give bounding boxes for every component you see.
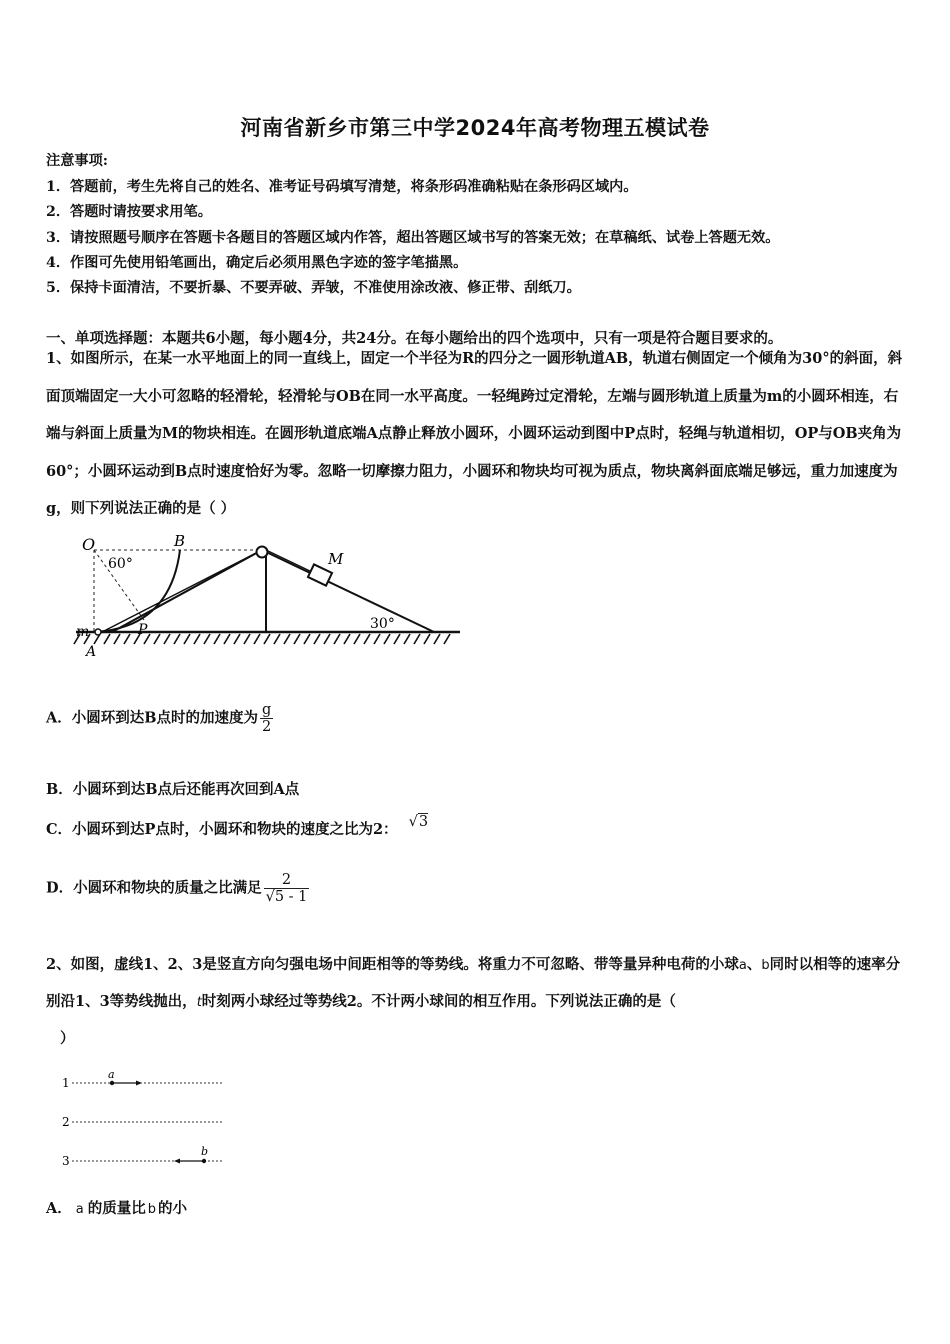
label-B: B [174,532,186,550]
sqrt-3: √3 [408,814,429,830]
label-M: M [328,550,344,568]
page-title: 河南省新乡市第三中学2024年高考物理五模试卷 [240,116,710,140]
ball-a-label: a [108,1068,115,1081]
label-30: 30° [370,616,395,632]
question-1-text: 1、如图所示，在某一水平地面上的同一直线上，固定一个半径为R的四分之一圆形轨道AB，轨道右侧固定一个倾角为30°的斜面，斜面顶端固定一大小可忽略的轻滑轮，轻滑轮与OB在同一水平高度。一轻绳跨过定滑轮，左端与圆形轨道上质量为m的小圆环相连，右端与斜面上质量为M的物块相连。在圆形轨道底端A点静止释放小圆环，小圆环运动到图中P点时，轻绳与轨道相切，OP与OB夹角为60°；小圆环运动到B点时速度恰好为零。忽略一切摩擦力阻力，小圆环和物块均可视为质点，物块离斜面底端足够远，重力加速度为g，则下列说法正确的是（ ） [46,350,903,517]
notice-heading: 注意事项: [46,153,108,169]
question-2-figure [58,1066,238,1176]
q1-option-b[interactable]: B．小圆环到达B点后还能再次回到A点 [46,781,300,798]
q1-option-a[interactable]: A．小圆环到达B点时的加速度为 $\frac{g}{2}$ [46,702,272,735]
line-label-3: 3 [62,1154,70,1168]
label-m: m [76,624,90,640]
line-label-2: 2 [62,1115,70,1129]
label-60: 60° [108,556,133,572]
question-2-text: 2、如图，虚线1、2、3是竖直方向匀强电场中间距相等的等势线。将重力不可忽略、带等量异种电荷的小球a、b同时以相等的速率分别沿1、3等势线抛出，t时刻两小球经过等势线2。不计两小球间的相互作用。下列说法正确的是（ ） [46,956,901,1047]
label-O: O [82,535,96,554]
notice-item-2: 2．答题时请按要求用笔。 [46,204,212,220]
notice-item-3: 3．请按照题号顺序在答题卡各题目的答题区域内作答，超出答题区域书写的答案无效；在草稿纸、试卷上答题无效。 [46,230,780,246]
q1-option-d[interactable]: D．小圆环和物块的质量之比满足 $\frac{2}{√5 - 1}$ [46,872,308,905]
notice-item-4: 4．作图可先使用铅笔画出，确定后必须用黑色字迹的签字笔描黑。 [46,255,468,271]
notice-item-5: 5．保持卡面清洁，不要折暴、不要弄破、弄皱，不准使用涂改液、修正带、刮纸刀。 [46,280,581,296]
ball-b-label: b [201,1145,209,1158]
section-heading: 一、单项选择题：本题共6小题，每小题4分，共24分。在每小题给出的四个选项中，只有一项是符合题目要求的。 [46,330,783,347]
label-A: A [86,644,97,660]
fraction-g-over-2: $\frac{g}{2}$ [262,702,272,735]
fraction-2-over-sqrt5-minus-1: $\frac{2}{√5 - 1}$ [265,872,308,905]
question-1-figure [72,528,464,660]
label-P: P [138,622,148,638]
notice-item-1: 1．答题前，考生先将自己的姓名、准考证号码填写清楚，将条形码准确粘贴在条形码区域内。 [46,179,638,195]
q1-option-c[interactable]: C．小圆环到达P点时，小圆环和物块的速度之比为2： √3 [46,814,429,838]
q2-option-a[interactable]: A． a 的质量比 b 的小 [46,1200,187,1217]
line-label-1: 1 [62,1076,70,1090]
